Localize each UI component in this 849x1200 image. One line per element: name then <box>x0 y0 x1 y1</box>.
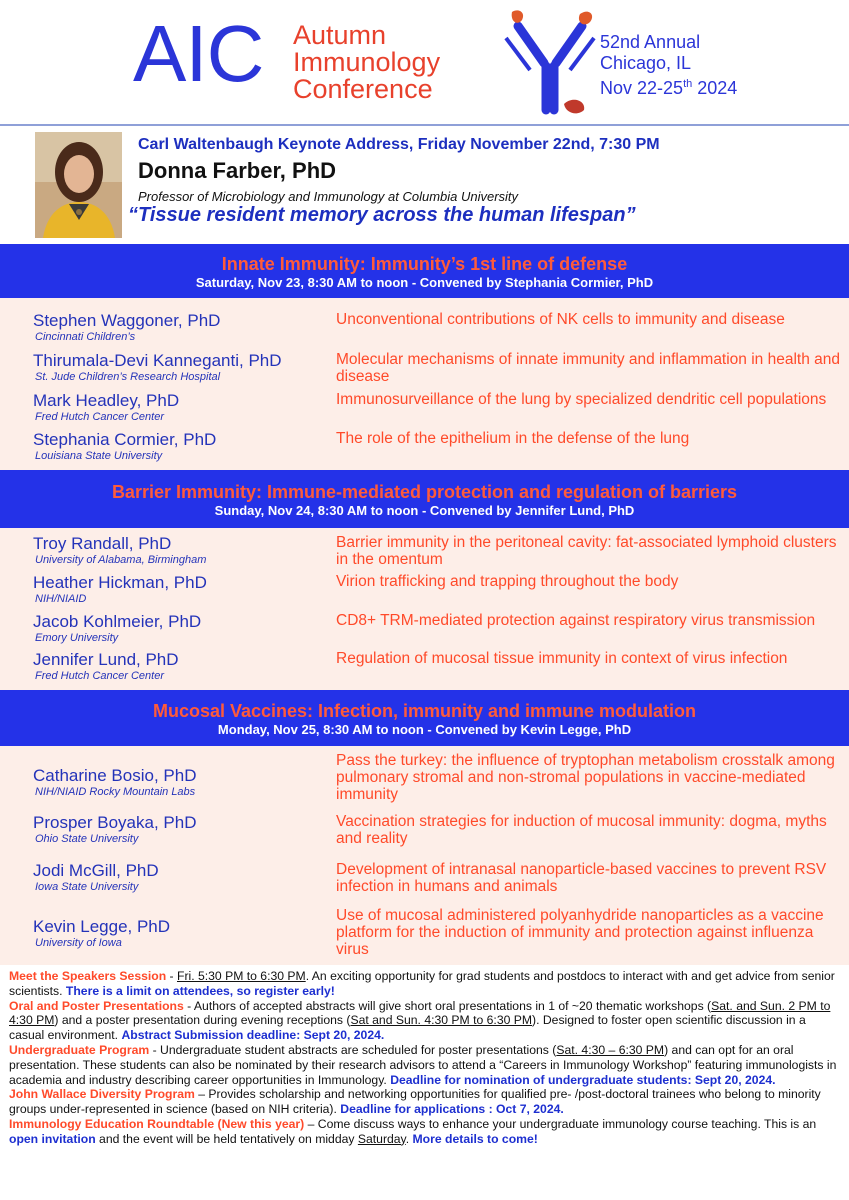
meet-speakers-paragraph <box>9 969 841 999</box>
undergrad-label: Undergraduate Program <box>9 1042 150 1057</box>
session-title: Barrier Immunity: Immune-mediated protection and regulation of barriers <box>111 482 738 502</box>
keynote-talk-title: “Tissue resident memory across the human lifespan” <box>128 204 636 226</box>
dates-prefix: Nov 22-25 <box>600 78 684 98</box>
speaker-name: Prosper Boyaka, PhD <box>33 813 197 832</box>
speaker-name: Thirumala-Devi Kanneganti, PhD <box>33 351 282 370</box>
speaker-institution: NIH/NIAID <box>35 593 87 605</box>
speaker-institution: NIH/NIAID Rocky Mountain Labs <box>35 786 196 798</box>
abstract-deadline: Abstract Submission deadline: Sept 20, 2024. <box>121 1028 385 1043</box>
session-subtitle: Saturday, Nov 23, 8:30 AM to noon - Convened by Stephania Cormier, PhD <box>195 275 654 290</box>
header-divider <box>0 124 849 126</box>
edition-location: Chicago, IL <box>600 53 692 73</box>
diversity-deadline: Deadline for applications : Oct 7, 2024. <box>340 1102 564 1117</box>
edition-number: 52nd Annual <box>600 32 701 52</box>
session-title: Innate Immunity: Immunity’s 1st line of defense <box>221 254 628 274</box>
roundtable-paragraph <box>9 1117 841 1147</box>
speaker-institution: Fred Hutch Cancer Center <box>35 411 164 423</box>
keynote-section <box>0 127 849 244</box>
conference-header <box>0 0 849 122</box>
speaker-institution: St. Jude Children’s Research Hospital <box>35 371 221 383</box>
edition-dates <box>600 74 790 99</box>
speaker-institution: Cincinnati Children’s <box>35 331 136 343</box>
speaker-portrait-icon <box>35 132 122 238</box>
keynote-affiliation: Professor of Microbiology and Immunology at Columbia University <box>138 189 519 204</box>
session-header-mucosal <box>0 690 849 746</box>
meet-speakers-note: There is a limit on attendees, so register early! <box>65 983 335 998</box>
diversity-label: John Wallace Diversity Program <box>9 1087 195 1102</box>
speaker-name: Stephania Cormier, PhD <box>33 430 217 449</box>
session-subtitle: Sunday, Nov 24, 8:30 AM to noon - Convened by Jennifer Lund, PhD <box>214 503 635 518</box>
oral-poster-label: Oral and Poster Presentations <box>9 998 184 1013</box>
talk-title: CD8+ TRM-mediated protection against respiratory virus transmission <box>336 612 816 629</box>
antibody-logo-icon <box>500 8 600 118</box>
diversity-paragraph <box>9 1087 841 1117</box>
oral-poster-time-1: Sat. and Sun. 2 PM to 4:30 PM <box>9 998 831 1028</box>
roundtable-more: More details to come! <box>412 1131 538 1146</box>
speaker-name: Stephen Waggoner, PhD <box>33 311 221 330</box>
dates-year: 2024 <box>692 78 738 98</box>
talk-title: Pass the turkey: the influence of tryptophan metabolism crosstalk among pulmonary stromal and non-stromal populations in vaccine-mediated immunity <box>336 752 835 803</box>
speaker-name: Heather Hickman, PhD <box>33 573 207 592</box>
speaker-name: Mark Headley, PhD <box>33 391 180 410</box>
undergrad-deadline: Deadline for nomination of undergraduate students: Sept 20, 2024. <box>390 1072 776 1087</box>
speaker-institution: Emory University <box>35 632 119 644</box>
oral-poster-text-1: - Authors of accepted abstracts will give short oral presentations in 1 of ~20 thematic workshops ( <box>183 998 712 1013</box>
aic-logo-letters: AIC <box>133 9 264 98</box>
talk-title: Vaccination strategies for induction of mucosal immunity: dogma, myths and reality <box>336 813 827 847</box>
dates-sup: th <box>683 78 693 90</box>
roundtable-day: Saturday <box>357 1131 406 1146</box>
conference-name-line-1: Autumn <box>293 20 387 50</box>
speaker-institution: University of Alabama, Birmingham <box>35 554 207 566</box>
roundtable-text-2: and the event will be held tentatively on midday <box>95 1131 358 1146</box>
talk-title: Barrier immunity in the peritoneal cavity: fat-associated lymphoid clusters in the omentum <box>336 534 837 568</box>
session-header-innate <box>0 244 849 298</box>
keynote-title: Carl Waltenbaugh Keynote Address, Friday November 22nd, 7:30 PM <box>138 136 660 153</box>
diversity-text: – Provides scholarship and networking opportunities for qualified pre- /post-doctoral trainees who belong to minority groups under-represented in science (based on NIH criteria). <box>9 1087 821 1117</box>
speaker-name: Catharine Bosio, PhD <box>33 766 197 785</box>
oral-poster-time-2: Sat and Sun. 4:30 PM to 6:30 PM <box>350 1013 533 1028</box>
undergrad-time: Sat. 4:30 – 6:30 PM <box>556 1042 665 1057</box>
roundtable-text-3: . <box>405 1131 413 1146</box>
session-subtitle: Monday, Nov 25, 8:30 AM to noon - Convened by Kevin Legge, PhD <box>217 722 632 737</box>
speaker-institution: Iowa State University <box>35 881 139 893</box>
talk-title: Regulation of mucosal tissue immunity in context of virus infection <box>336 650 788 667</box>
talk-title: Molecular mechanisms of innate immunity and inflammation in health and disease <box>336 351 840 385</box>
keynote-speaker: Donna Farber, PhD <box>138 158 337 183</box>
meet-speakers-time: Fri. 5:30 PM to 6:30 PM <box>177 969 306 983</box>
oral-poster-paragraph <box>9 999 841 1043</box>
speaker-name: Troy Randall, PhD <box>33 534 172 553</box>
undergrad-text-1: - Undergraduate student abstracts are scheduled for poster presentations ( <box>149 1042 557 1057</box>
session-title: Mucosal Vaccines: Infection, immunity and immune modulation <box>152 701 697 721</box>
undergrad-text-2: ) and can opt for an oral presentation. These students can also be nominated by their research advisors to attend a “Careers in Immunology Workshop” featuring immunologists in academia and industry describing career opportunities in Immunology. <box>9 1042 837 1087</box>
undergrad-paragraph <box>9 1043 841 1087</box>
session-talks-innate <box>0 298 849 470</box>
session-talks-mucosal <box>0 746 849 965</box>
talk-title: Use of mucosal administered polyanhydride nanoparticles as a vaccine platform for the induction of immunity and protection against influenza virus <box>336 907 824 958</box>
conference-name <box>293 22 440 103</box>
talk-title: Development of intranasal nanoparticle-based vaccines to prevent RSV infection in humans and animals <box>336 861 827 895</box>
talk-title: Unconventional contributions of NK cells to immunity and disease <box>336 311 785 328</box>
session-header-barrier <box>0 470 849 528</box>
speaker-name: Jodi McGill, PhD <box>33 861 159 880</box>
conference-name-line-3: Conference <box>293 74 433 104</box>
edition-info <box>600 32 790 99</box>
speaker-institution: Louisiana State University <box>35 450 163 462</box>
roundtable-text-1: – Come discuss ways to enhance your undergraduate immunology course teaching. This is an <box>304 1116 817 1131</box>
oral-poster-text-2: ) and a poster presentation during evening receptions ( <box>54 1013 351 1028</box>
roundtable-invite: open invitation <box>9 1131 96 1146</box>
separator: - <box>166 969 177 983</box>
talk-title: The role of the epithelium in the defense of the lung <box>336 430 690 447</box>
talk-title: Virion trafficking and trapping throughout the body <box>336 573 679 590</box>
meet-speakers-text: . An exciting opportunity for grad students and postdocs to interact with and get advice from senior scientists. <box>9 969 835 998</box>
meet-speakers-label: Meet the Speakers Session <box>9 969 167 983</box>
program-notes <box>0 965 849 1200</box>
conference-name-line-2: Immunology <box>293 47 441 77</box>
speaker-name: Jennifer Lund, PhD <box>33 650 179 669</box>
roundtable-label: Immunology Education Roundtable (New this year) <box>9 1116 305 1131</box>
speaker-institution: University of Iowa <box>35 937 122 949</box>
speaker-name: Jacob Kohlmeier, PhD <box>33 612 202 631</box>
speaker-institution: Fred Hutch Cancer Center <box>35 670 164 682</box>
speaker-name: Kevin Legge, PhD <box>33 917 171 936</box>
session-talks-barrier <box>0 528 849 690</box>
oral-poster-text-3: ). Designed to foster open scientific discussion in a casual environment. <box>9 1013 806 1043</box>
speaker-institution: Ohio State University <box>35 833 139 845</box>
talk-title: Immunosurveillance of the lung by specialized dendritic cell populations <box>336 391 827 408</box>
